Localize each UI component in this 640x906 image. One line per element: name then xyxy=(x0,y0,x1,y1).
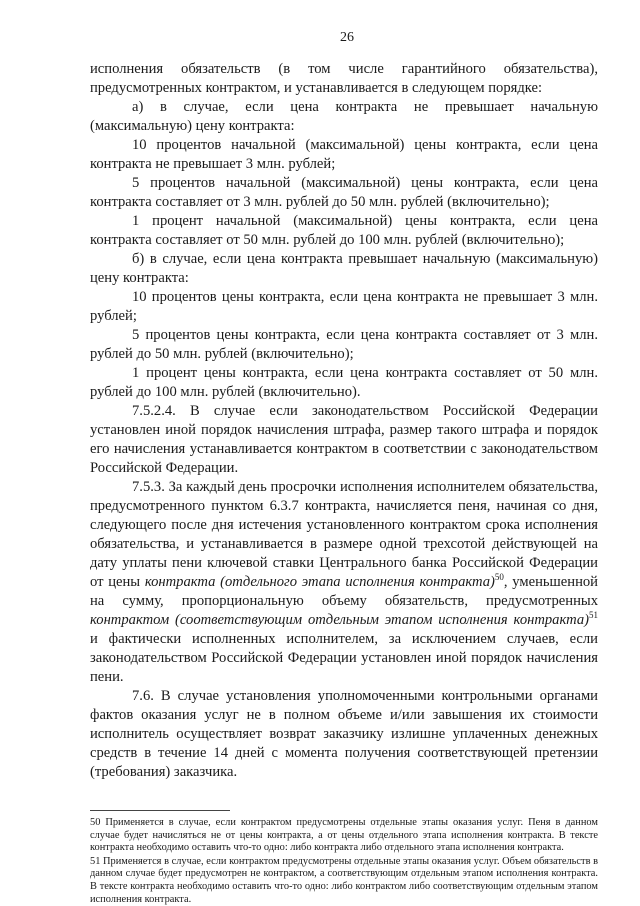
paragraph-a-10-percent: 10 процентов начальной (максимальной) цены контракта, если цена контракта не превышает 3 млн. рублей; xyxy=(90,137,598,172)
footnote-ref-51[interactable]: 51 xyxy=(589,610,598,621)
penalty-text-part3: и фактически исполненных исполнителем, за исключением случаев, если законодательством Российской Федерации установлен иной порядок начисления пени. xyxy=(90,631,598,685)
paragraph-b-10-percent: 10 процентов цены контракта, если цена контракта не превышает 3 млн. рублей; xyxy=(90,289,598,324)
page-number: 26 xyxy=(340,30,354,45)
paragraph-continuation: исполнения обязательств (в том числе гарантийного обязательства), предусмотренных контрактом, и устанавливается в следующем порядке: xyxy=(90,61,598,96)
paragraph-b-5-percent: 5 процентов цены контракта, если цена контракта составляет от 3 млн. рублей до 50 млн. рублей (включительно); xyxy=(90,327,598,362)
paragraph-case-b: б) в случае, если цена контракта превышает начальную (максимальную) цену контракта: xyxy=(90,251,598,286)
paragraph-7-6: 7.6. В случае установления уполномоченными контрольными органами фактов оказания услуг не в полном объеме и/или завышения их стоимости исполнитель осуществляет возврат заказчику излишне уплаченных денежных средств в течение 14 дней с момента получения соответствующей претензии (требования) заказчика. xyxy=(90,688,598,780)
paragraph-7-5-3 xyxy=(90,478,598,687)
footnote-51: 51 Применяется в случае, если контрактом предусмотрены отдельные этапы оказания услуг. Объем обязательств в данном случае будет предусмотрен не контрактом, а соответствующим отдельным этапом исполнения контракта. В тексте контракта необходимо оставить что-то одно: либо контрактом либо соответствующим отдельным этапом исполнения контракта. xyxy=(90,855,598,905)
penalty-italic-2: контрактом (соответствующим отдельным этапом исполнения контракта) xyxy=(90,612,589,628)
footnote-separator xyxy=(90,810,230,811)
paragraph-7-5-2-4: 7.5.2.4. В случае если законодательством Российской Федерации установлен иной порядок начисления штрафа, размер такого штрафа и порядок его начисления устанавливается контрактом в соответствии с законодательством Российской Федерации. xyxy=(90,403,598,476)
footnote-50: 50 Применяется в случае, если контрактом предусмотрены отдельные этапы оказания услуг. Пеня в данном случае будет начисляться не от цены контракта, а от цены отдельного этапа исполнения контракта. В тексте контракта необходимо оставить что-то одно: либо контракта либо отдельного этапа исполнения контракта. xyxy=(90,817,598,854)
footnote-ref-50[interactable]: 50 xyxy=(494,572,504,583)
paragraph-case-a: а) в случае, если цена контракта не превышает начальную (максимальную) цену контракта: xyxy=(90,99,598,134)
document-body xyxy=(90,60,598,782)
penalty-text-part1: 7.5.3. За каждый день просрочки исполнения исполнителем обязательства, предусмотренного пунктом 6.3.7 контракта, начисляется пеня, начиная со дня, следующего после дня истечения установленного контрактом срока исполнения обязательства, и устанавливается в размере одной трехсотой действующей на дату уплаты пени ключевой ставки Центрального банка Российской Федерации от цены xyxy=(90,479,598,590)
paragraph-a-5-percent: 5 процентов начальной (максимальной) цены контракта, если цена контракта составляет от 3 млн. рублей до 50 млн. рублей (включительно); xyxy=(90,175,598,210)
paragraph-a-1-percent: 1 процент начальной (максимальной) цены контракта, если цена контракта составляет от 50 млн. рублей до 100 млн. рублей (включительно); xyxy=(90,213,598,248)
penalty-text-part2: , уменьшенной на сумму, пропорциональную объему обязательств, предусмотренных xyxy=(90,574,598,609)
penalty-italic-1: контракта (отдельного этапа исполнения контракта) xyxy=(144,574,495,590)
paragraph-b-1-percent: 1 процент цены контракта, если цена контракта составляет от 50 млн. рублей до 100 млн. рублей (включительно). xyxy=(90,365,598,400)
footnotes xyxy=(90,817,598,906)
